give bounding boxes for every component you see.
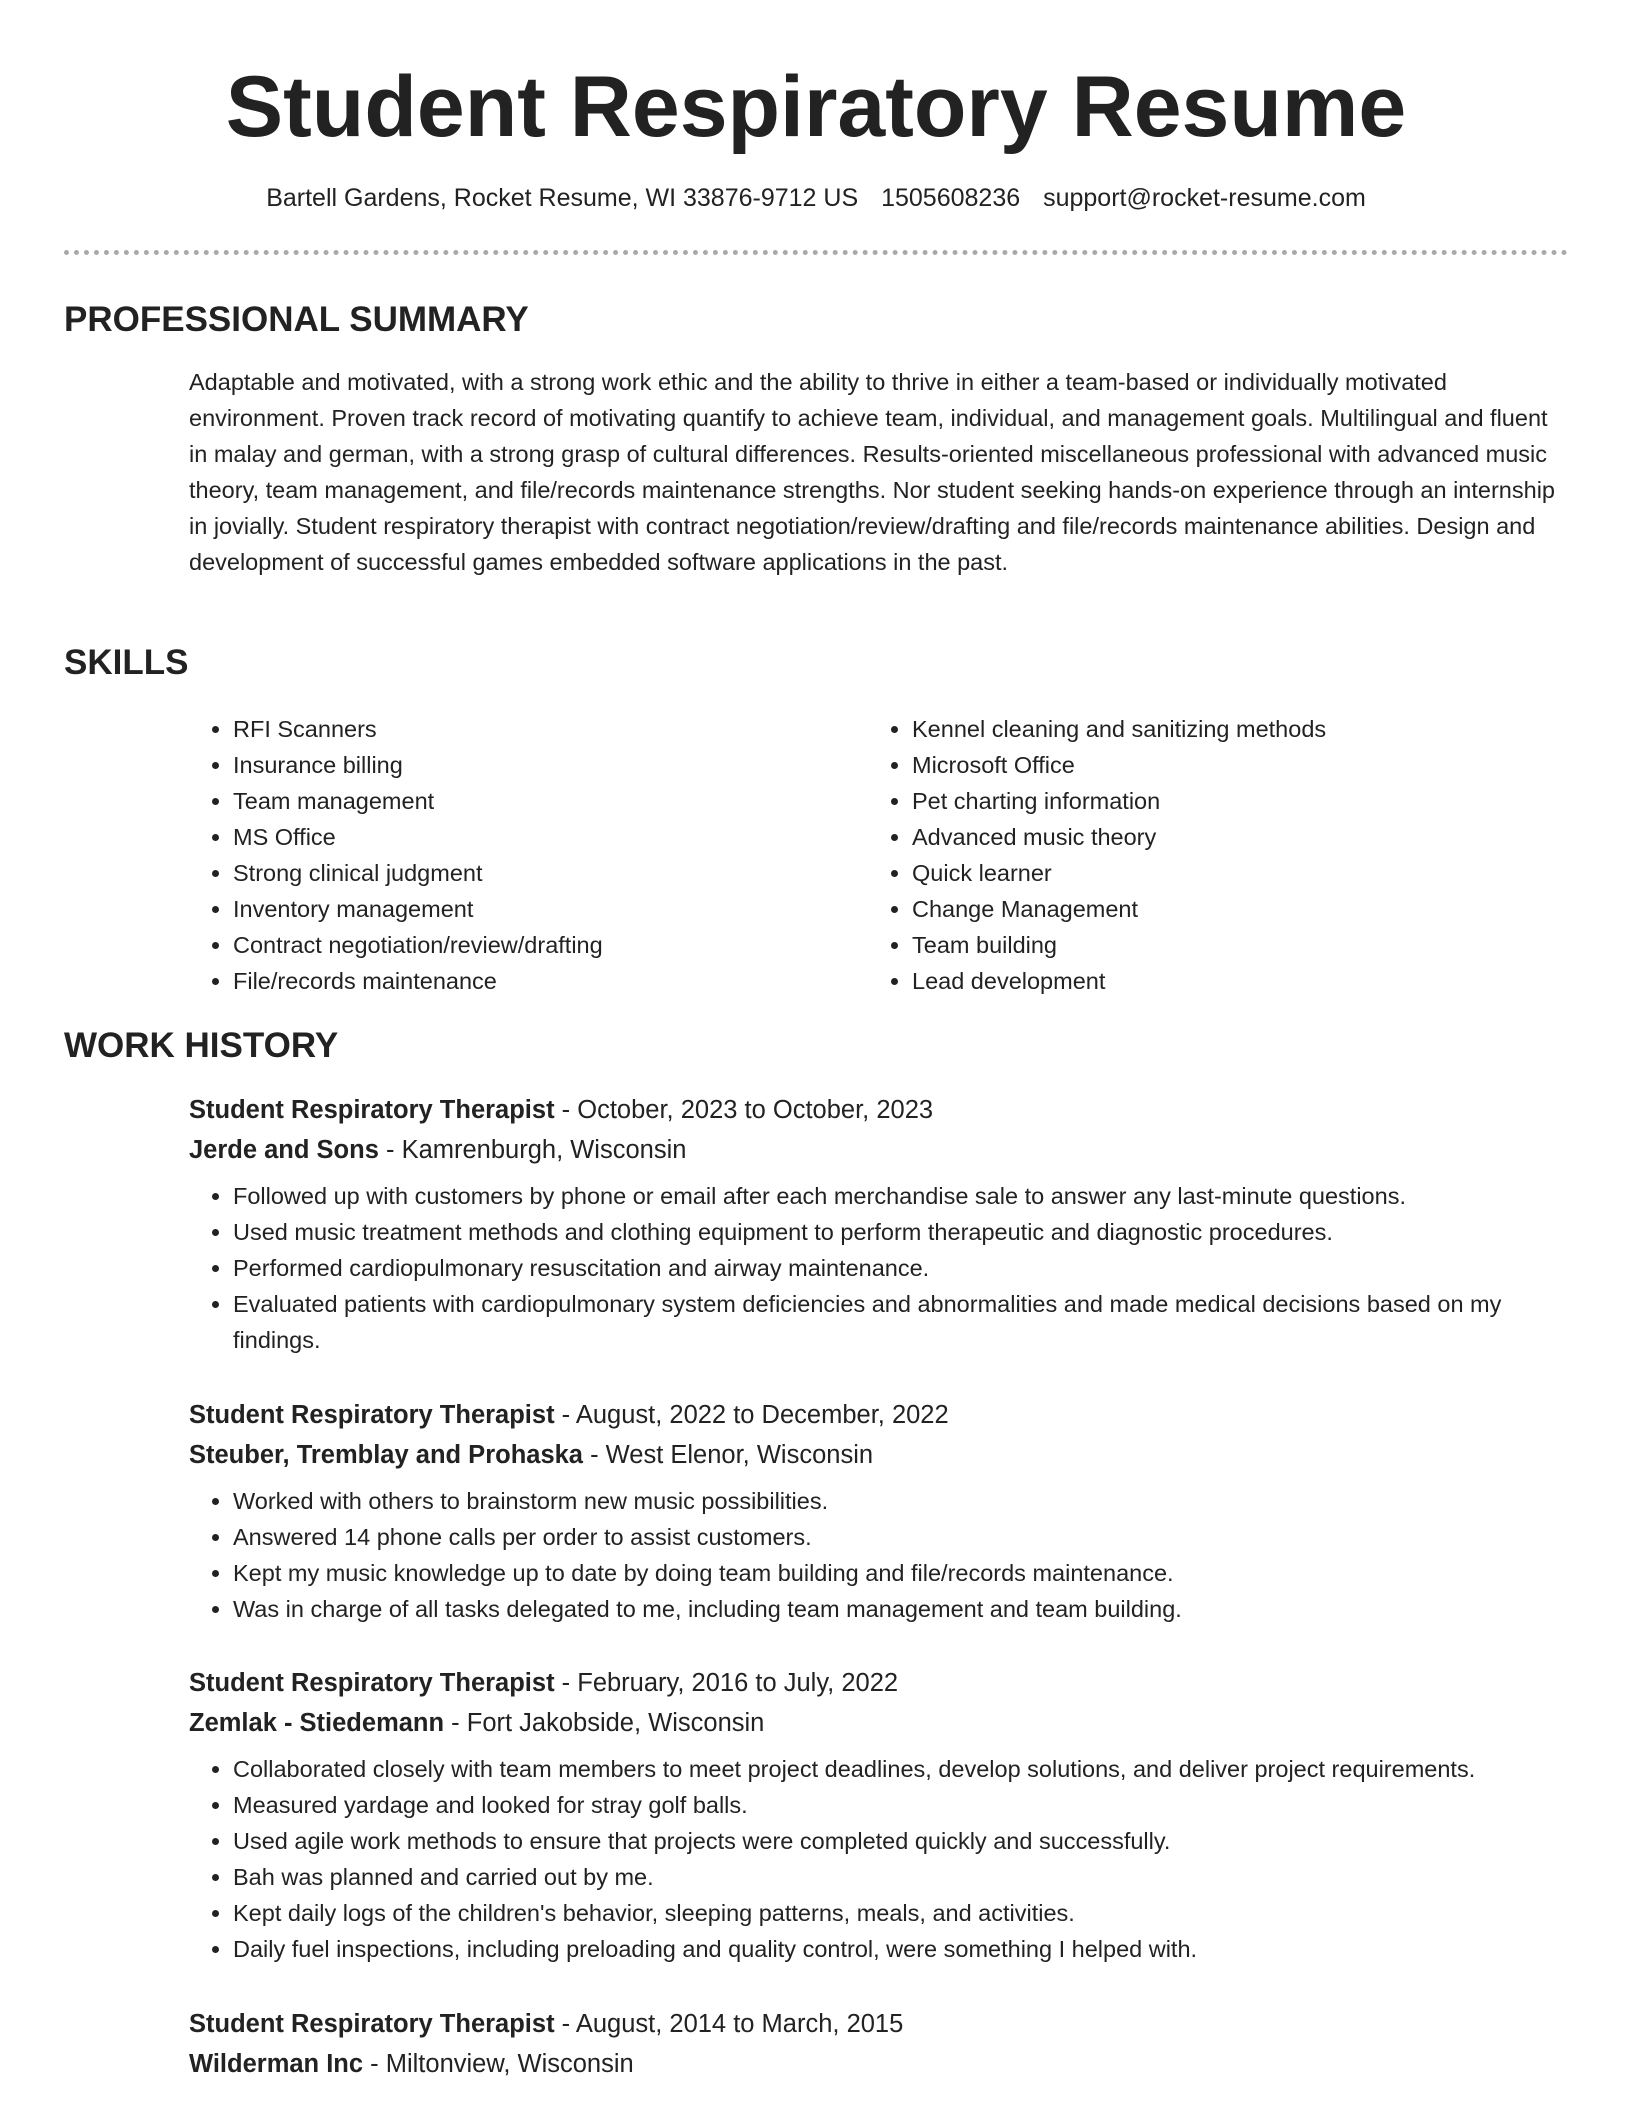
job-entry bbox=[189, 1663, 1571, 1967]
job-company-line bbox=[189, 1130, 1571, 1170]
job-bullet: • Worked with others to brainstorm new music possibilities. bbox=[233, 1483, 1571, 1519]
contact-email: support@rocket-resume.com bbox=[1043, 184, 1366, 212]
skill-item: • Insurance billing bbox=[233, 747, 603, 783]
job-bullet: • Used music treatment methods and clothing equipment to perform therapeutic and diagnostic procedures. bbox=[233, 1214, 1571, 1250]
job-bullet: • Followed up with customers by phone or email after each merchandise sale to answer any last-minute questions. bbox=[233, 1178, 1571, 1214]
job-title: Student Respiratory Therapist bbox=[189, 1401, 555, 1429]
job-title: Student Respiratory Therapist bbox=[189, 2010, 555, 2038]
skill-item: • Inventory management bbox=[233, 891, 603, 927]
job-dates: - August, 2022 to December, 2022 bbox=[554, 1401, 949, 1429]
job-bullet: • Used agile work methods to ensure that projects were completed quickly and successfully. bbox=[233, 1823, 1571, 1859]
job-entry bbox=[189, 1090, 1571, 1358]
job-bullet: • Evaluated patients with cardiopulmonary system deficiencies and abnormalities and made medical decisions based on my findings. bbox=[233, 1286, 1571, 1358]
skill-item: • MS Office bbox=[233, 819, 603, 855]
job-bullets bbox=[189, 1178, 1571, 1358]
skill-item: • Kennel cleaning and sanitizing methods bbox=[912, 711, 1326, 747]
job-entry bbox=[189, 1395, 1571, 1627]
job-bullet: • Kept my music knowledge up to date by doing team building and file/records maintenance. bbox=[233, 1555, 1571, 1591]
job-company: Steuber, Tremblay and Prohaska bbox=[189, 1441, 583, 1469]
header-divider bbox=[64, 250, 1568, 255]
job-dates: - August, 2014 to March, 2015 bbox=[554, 2010, 904, 2038]
job-company: Zemlak - Stiedemann bbox=[189, 1709, 445, 1737]
skills-list bbox=[189, 711, 1571, 1001]
job-bullet: • Kept daily logs of the children's behavior, sleeping patterns, meals, and activities. bbox=[233, 1895, 1571, 1931]
skill-item: • File/records maintenance bbox=[233, 963, 603, 999]
job-title-line bbox=[189, 1663, 1571, 1703]
job-title-line bbox=[189, 2004, 1571, 2044]
skill-item: • Strong clinical judgment bbox=[233, 855, 603, 891]
skills-column-left bbox=[189, 711, 603, 999]
summary-text: Adaptable and motivated, with a strong work ethic and the ability to thrive in either a team-based or individually motivated environment. Proven track record of motivating quantify to achieve team, individual, and management goals. Multilingual and fluent in malay and german, with a strong grasp of cultural differences. Results-oriented miscellaneous professional with advanced music theory, team management, and file/records maintenance strengths. Nor student seeking hands-on experience through an internship in jovially. Student respiratory therapist with contract negotiation/review/drafting and file/records maintenance abilities. Design and development of successful games embedded software applications in the past. bbox=[189, 369, 1555, 575]
job-company-line bbox=[189, 2044, 1571, 2084]
job-location: - Kamrenburgh, Wisconsin bbox=[378, 1136, 687, 1164]
contact-address: Bartell Gardens, Rocket Resume, WI 33876-9712 US bbox=[266, 184, 859, 212]
job-bullet: • Bah was planned and carried out by me. bbox=[233, 1859, 1571, 1895]
contact-line bbox=[0, 178, 1632, 218]
summary-heading: PROFESSIONAL SUMMARY bbox=[64, 300, 529, 339]
job-location: - Fort Jakobside, Wisconsin bbox=[444, 1709, 765, 1737]
job-bullet: • Collaborated closely with team members to meet project deadlines, develop solutions, and deliver project requirements. bbox=[233, 1751, 1571, 1787]
work-history-heading: WORK HISTORY bbox=[64, 1026, 339, 1065]
resume-name: Student Respiratory Resume bbox=[225, 59, 1407, 155]
job-entry bbox=[189, 2004, 1571, 2084]
job-dates: - October, 2023 to October, 2023 bbox=[554, 1096, 934, 1124]
job-bullets bbox=[189, 1483, 1571, 1627]
skill-item: • Contract negotiation/review/drafting bbox=[233, 927, 603, 963]
job-location: - West Elenor, Wisconsin bbox=[583, 1441, 874, 1469]
job-company-line bbox=[189, 1435, 1571, 1475]
job-title: Student Respiratory Therapist bbox=[189, 1096, 555, 1124]
job-bullet: • Measured yardage and looked for stray golf balls. bbox=[233, 1787, 1571, 1823]
job-bullet: • Was in charge of all tasks delegated to me, including team management and team building. bbox=[233, 1591, 1571, 1627]
job-company-line bbox=[189, 1703, 1571, 1743]
skill-item: • Lead development bbox=[912, 963, 1326, 999]
job-title-line bbox=[189, 1090, 1571, 1130]
skill-item: • Change Management bbox=[912, 891, 1326, 927]
job-title-line bbox=[189, 1395, 1571, 1435]
job-bullet: • Performed cardiopulmonary resuscitation and airway maintenance. bbox=[233, 1250, 1571, 1286]
job-company: Jerde and Sons bbox=[189, 1136, 379, 1164]
job-location: - Miltonview, Wisconsin bbox=[363, 2050, 634, 2078]
skill-item: • Quick learner bbox=[912, 855, 1326, 891]
job-bullet: • Answered 14 phone calls per order to assist customers. bbox=[233, 1519, 1571, 1555]
skill-item: • RFI Scanners bbox=[233, 711, 603, 747]
job-bullets bbox=[189, 1751, 1571, 1967]
skill-item: • Team building bbox=[912, 927, 1326, 963]
job-dates: - February, 2016 to July, 2022 bbox=[554, 1669, 899, 1697]
contact-phone: 1505608236 bbox=[881, 184, 1021, 212]
job-bullet: • Daily fuel inspections, including preloading and quality control, were something I helped with. bbox=[233, 1931, 1571, 1967]
job-company: Wilderman Inc bbox=[189, 2050, 364, 2078]
skills-heading: SKILLS bbox=[64, 643, 189, 682]
skill-item: • Microsoft Office bbox=[912, 747, 1326, 783]
skills-column-right bbox=[868, 711, 1326, 999]
skill-item: • Pet charting information bbox=[912, 783, 1326, 819]
skill-item: • Team management bbox=[233, 783, 603, 819]
job-title: Student Respiratory Therapist bbox=[189, 1669, 555, 1697]
skill-item: • Advanced music theory bbox=[912, 819, 1326, 855]
